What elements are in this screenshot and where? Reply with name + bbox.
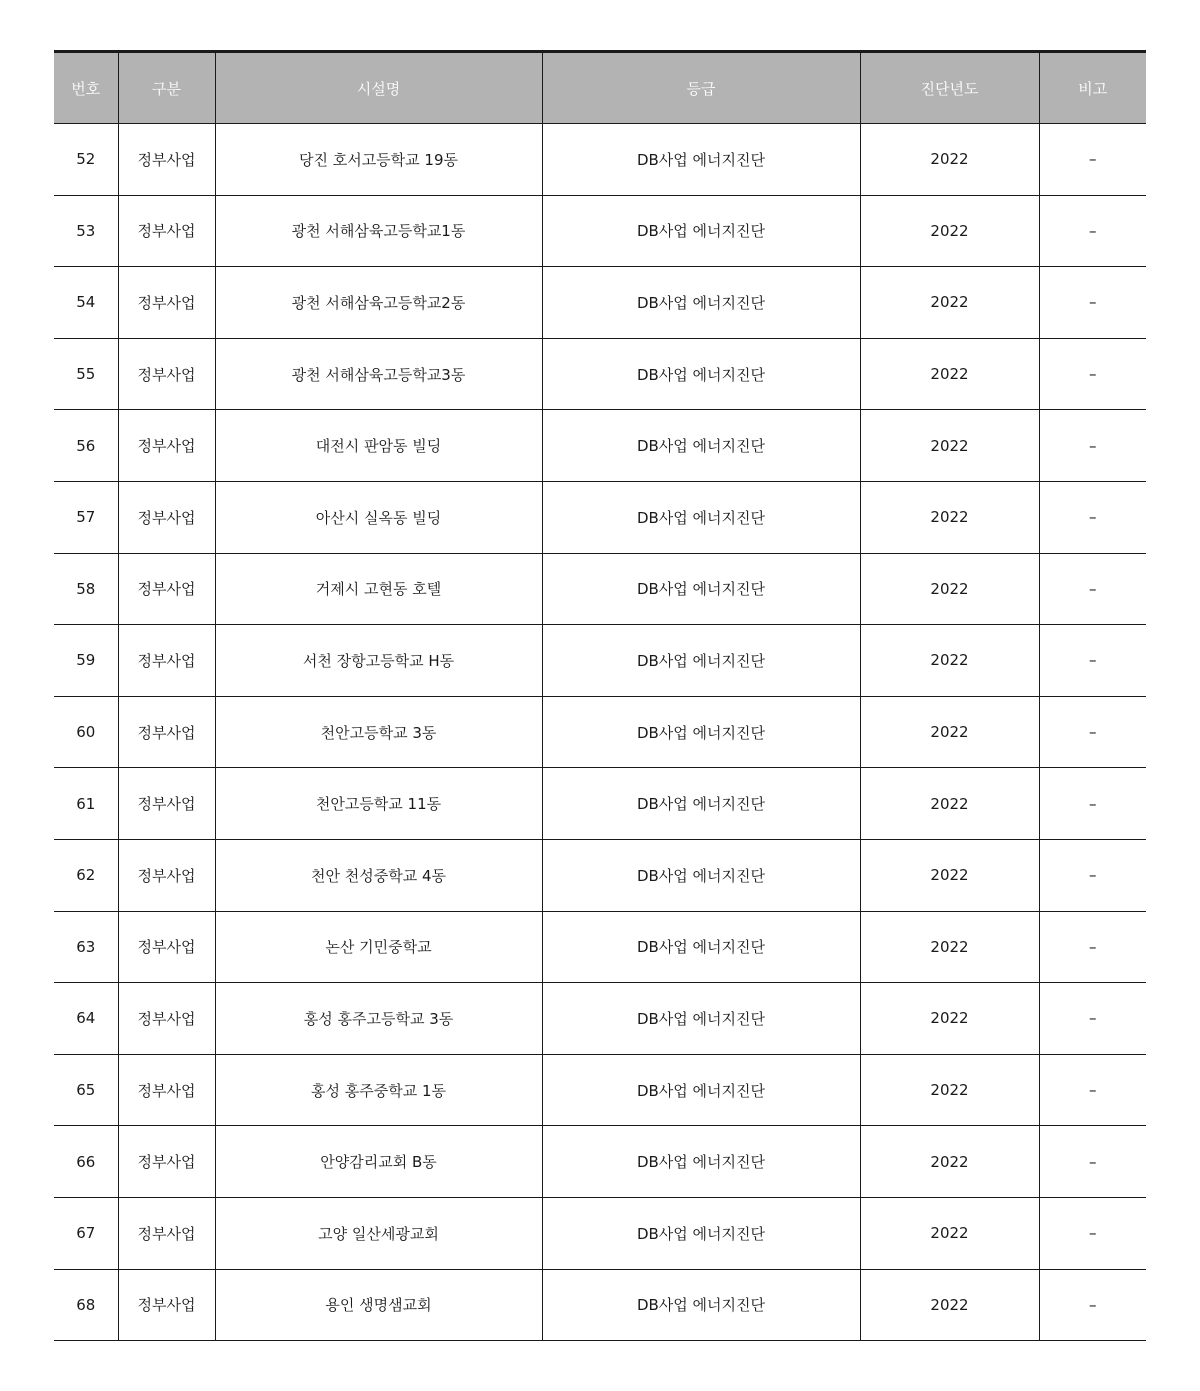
- table-header: [54, 52, 1146, 124]
- cell-remarks: –: [1039, 983, 1146, 1055]
- header-remarks: 비고: [1039, 52, 1146, 124]
- cell-diagnosis-year: 2022: [860, 983, 1039, 1055]
- cell-category: 정부사업: [118, 124, 215, 196]
- cell-number: 66: [54, 1126, 118, 1198]
- cell-number: 64: [54, 983, 118, 1055]
- cell-grade: DB사업 에너지진단: [542, 124, 860, 196]
- table-row: [54, 1269, 1146, 1341]
- table-row: [54, 839, 1146, 911]
- cell-number: 53: [54, 195, 118, 267]
- cell-category: 정부사업: [118, 1197, 215, 1269]
- cell-grade: DB사업 에너지진단: [542, 195, 860, 267]
- cell-remarks: –: [1039, 338, 1146, 410]
- cell-category: 정부사업: [118, 553, 215, 625]
- cell-facility-name: 서천 장항고등학교 H동: [215, 625, 542, 697]
- cell-remarks: –: [1039, 625, 1146, 697]
- table-row: [54, 481, 1146, 553]
- table-row: [54, 1126, 1146, 1198]
- table-row: [54, 1197, 1146, 1269]
- cell-number: 61: [54, 768, 118, 840]
- cell-facility-name: 거제시 고현동 호텔: [215, 553, 542, 625]
- cell-number: 59: [54, 625, 118, 697]
- cell-facility-name: 홍성 홍주고등학교 3동: [215, 983, 542, 1055]
- header-grade: 등급: [542, 52, 860, 124]
- cell-remarks: –: [1039, 410, 1146, 482]
- cell-number: 54: [54, 267, 118, 339]
- cell-number: 60: [54, 696, 118, 768]
- cell-remarks: –: [1039, 124, 1146, 196]
- cell-category: 정부사업: [118, 338, 215, 410]
- cell-grade: DB사업 에너지진단: [542, 481, 860, 553]
- table-row: [54, 267, 1146, 339]
- cell-grade: DB사업 에너지진단: [542, 1054, 860, 1126]
- table-row: [54, 1054, 1146, 1126]
- header-diagnosis-year: 진단년도: [860, 52, 1039, 124]
- cell-remarks: –: [1039, 1126, 1146, 1198]
- cell-grade: DB사업 에너지진단: [542, 553, 860, 625]
- cell-facility-name: 안양감리교회 B동: [215, 1126, 542, 1198]
- cell-remarks: –: [1039, 481, 1146, 553]
- cell-facility-name: 천안 천성중학교 4동: [215, 839, 542, 911]
- cell-facility-name: 대전시 판암동 빌딩: [215, 410, 542, 482]
- cell-number: 67: [54, 1197, 118, 1269]
- table-row: [54, 553, 1146, 625]
- cell-number: 56: [54, 410, 118, 482]
- cell-diagnosis-year: 2022: [860, 911, 1039, 983]
- table-row: [54, 768, 1146, 840]
- table-row: [54, 338, 1146, 410]
- cell-number: 65: [54, 1054, 118, 1126]
- cell-grade: DB사업 에너지진단: [542, 983, 860, 1055]
- cell-facility-name: 고양 일산세광교회: [215, 1197, 542, 1269]
- cell-remarks: –: [1039, 768, 1146, 840]
- cell-facility-name: 논산 기민중학교: [215, 911, 542, 983]
- table-row: [54, 195, 1146, 267]
- cell-remarks: –: [1039, 1269, 1146, 1341]
- cell-number: 62: [54, 839, 118, 911]
- cell-facility-name: 용인 생명샘교회: [215, 1269, 542, 1341]
- cell-category: 정부사업: [118, 983, 215, 1055]
- facility-diagnosis-table-container: [54, 50, 1146, 1341]
- cell-grade: DB사업 에너지진단: [542, 410, 860, 482]
- cell-category: 정부사업: [118, 267, 215, 339]
- cell-grade: DB사업 에너지진단: [542, 625, 860, 697]
- cell-diagnosis-year: 2022: [860, 410, 1039, 482]
- cell-category: 정부사업: [118, 1126, 215, 1198]
- cell-remarks: –: [1039, 839, 1146, 911]
- table-header-row: [54, 52, 1146, 124]
- cell-category: 정부사업: [118, 195, 215, 267]
- cell-remarks: –: [1039, 1197, 1146, 1269]
- cell-remarks: –: [1039, 553, 1146, 625]
- header-category: 구분: [118, 52, 215, 124]
- cell-category: 정부사업: [118, 768, 215, 840]
- cell-number: 58: [54, 553, 118, 625]
- cell-diagnosis-year: 2022: [860, 1269, 1039, 1341]
- cell-category: 정부사업: [118, 839, 215, 911]
- cell-remarks: –: [1039, 1054, 1146, 1126]
- cell-diagnosis-year: 2022: [860, 124, 1039, 196]
- cell-number: 55: [54, 338, 118, 410]
- cell-category: 정부사업: [118, 911, 215, 983]
- cell-facility-name: 광천 서해삼육고등학교2동: [215, 267, 542, 339]
- cell-diagnosis-year: 2022: [860, 553, 1039, 625]
- cell-diagnosis-year: 2022: [860, 267, 1039, 339]
- cell-diagnosis-year: 2022: [860, 1126, 1039, 1198]
- cell-category: 정부사업: [118, 696, 215, 768]
- cell-facility-name: 광천 서해삼육고등학교1동: [215, 195, 542, 267]
- cell-number: 52: [54, 124, 118, 196]
- cell-number: 57: [54, 481, 118, 553]
- cell-diagnosis-year: 2022: [860, 768, 1039, 840]
- cell-facility-name: 광천 서해삼육고등학교3동: [215, 338, 542, 410]
- cell-category: 정부사업: [118, 410, 215, 482]
- cell-remarks: –: [1039, 911, 1146, 983]
- cell-remarks: –: [1039, 696, 1146, 768]
- cell-category: 정부사업: [118, 1269, 215, 1341]
- cell-facility-name: 당진 호서고등학교 19동: [215, 124, 542, 196]
- cell-remarks: –: [1039, 195, 1146, 267]
- cell-facility-name: 천안고등학교 11동: [215, 768, 542, 840]
- cell-grade: DB사업 에너지진단: [542, 1197, 860, 1269]
- cell-grade: DB사업 에너지진단: [542, 1269, 860, 1341]
- table-row: [54, 983, 1146, 1055]
- cell-facility-name: 아산시 실옥동 빌딩: [215, 481, 542, 553]
- cell-facility-name: 천안고등학교 3동: [215, 696, 542, 768]
- table-body: [54, 124, 1146, 1341]
- header-facility-name: 시설명: [215, 52, 542, 124]
- cell-diagnosis-year: 2022: [860, 1054, 1039, 1126]
- cell-diagnosis-year: 2022: [860, 1197, 1039, 1269]
- cell-diagnosis-year: 2022: [860, 696, 1039, 768]
- cell-number: 63: [54, 911, 118, 983]
- cell-grade: DB사업 에너지진단: [542, 911, 860, 983]
- facility-diagnosis-table: [54, 50, 1146, 1341]
- table-row: [54, 911, 1146, 983]
- cell-remarks: –: [1039, 267, 1146, 339]
- cell-grade: DB사업 에너지진단: [542, 267, 860, 339]
- cell-number: 68: [54, 1269, 118, 1341]
- cell-grade: DB사업 에너지진단: [542, 338, 860, 410]
- header-number: 번호: [54, 52, 118, 124]
- cell-grade: DB사업 에너지진단: [542, 839, 860, 911]
- table-row: [54, 625, 1146, 697]
- table-row: [54, 410, 1146, 482]
- table-row: [54, 696, 1146, 768]
- cell-grade: DB사업 에너지진단: [542, 1126, 860, 1198]
- cell-diagnosis-year: 2022: [860, 195, 1039, 267]
- cell-diagnosis-year: 2022: [860, 625, 1039, 697]
- cell-diagnosis-year: 2022: [860, 839, 1039, 911]
- cell-category: 정부사업: [118, 481, 215, 553]
- cell-facility-name: 홍성 홍주중학교 1동: [215, 1054, 542, 1126]
- cell-category: 정부사업: [118, 1054, 215, 1126]
- cell-category: 정부사업: [118, 625, 215, 697]
- cell-diagnosis-year: 2022: [860, 481, 1039, 553]
- cell-grade: DB사업 에너지진단: [542, 768, 860, 840]
- cell-diagnosis-year: 2022: [860, 338, 1039, 410]
- table-row: [54, 124, 1146, 196]
- cell-grade: DB사업 에너지진단: [542, 696, 860, 768]
